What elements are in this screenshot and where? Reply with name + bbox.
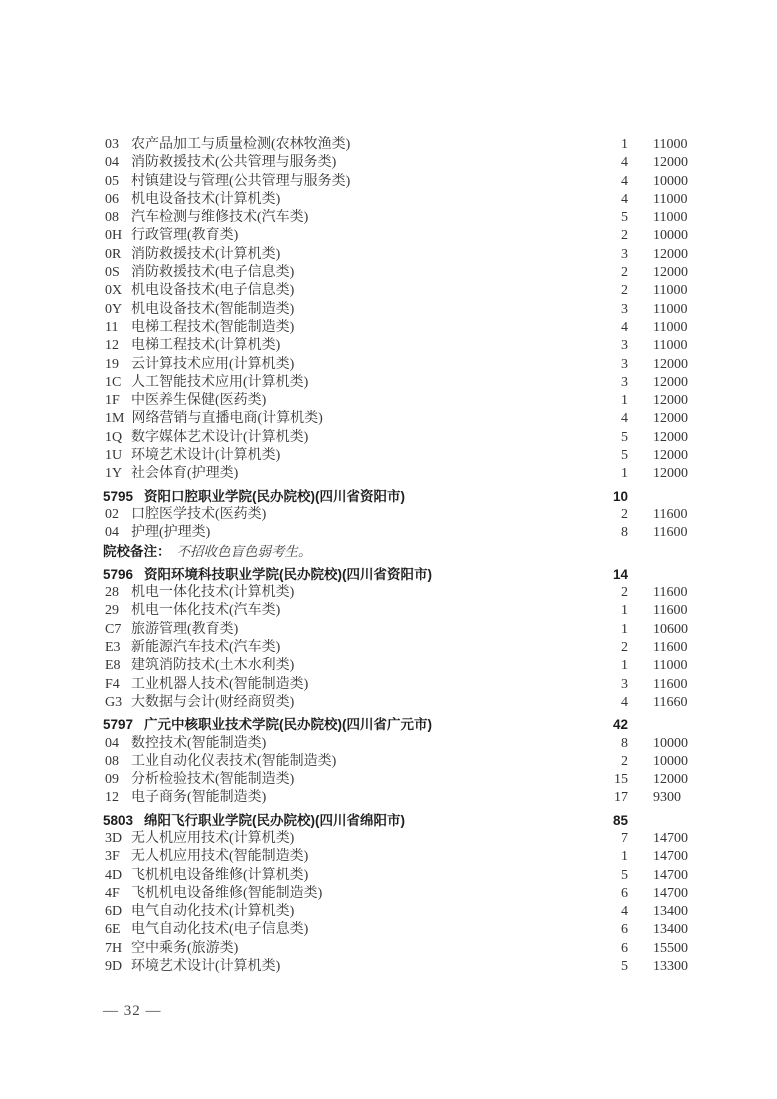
- program-row: [0, 173, 777, 191]
- program-name: 机电设备技术(电子信息类): [131, 283, 295, 299]
- program-code: 29: [105, 603, 119, 619]
- program-name-cell: [0, 136, 578, 154]
- program-row: [0, 639, 777, 657]
- program-row: [0, 584, 777, 602]
- program-row: [0, 524, 777, 542]
- program-row: [0, 465, 777, 483]
- institution-code: 5795: [103, 488, 134, 504]
- program-name-cell: [0, 921, 578, 939]
- program-name: 无人机应用技术(计算机类): [131, 830, 295, 846]
- program-plan-count: 2: [621, 506, 628, 522]
- program-code: 08: [105, 210, 119, 226]
- program-name: 新能源汽车技术(汽车类): [131, 640, 281, 656]
- program-name: 旅游管理(教育类): [131, 621, 239, 637]
- program-name: 电梯工程技术(智能制造类): [131, 319, 295, 335]
- program-name: 电梯工程技术(计算机类): [131, 338, 281, 354]
- program-row: [0, 301, 777, 319]
- program-name-cell: [0, 154, 578, 172]
- program-plan-count: 1: [621, 849, 628, 865]
- program-tuition-fee: 12000: [653, 374, 688, 390]
- institution-name: 绵阳飞行职业学院(民办院校)(四川省绵阳市): [144, 812, 405, 828]
- program-name-cell: [0, 735, 578, 753]
- program-plan-count: 3: [621, 301, 628, 317]
- program-row: [0, 429, 777, 447]
- program-plan-count: 3: [621, 338, 628, 354]
- institution-total-count: 10: [612, 488, 628, 504]
- page-number: — 32 —: [103, 1003, 162, 1019]
- program-code: 7H: [105, 940, 123, 956]
- program-name: 机电一体化技术(汽车类): [131, 603, 281, 619]
- program-name: 电子商务(智能制造类): [131, 790, 267, 806]
- institution-code: 5797: [103, 717, 134, 733]
- program-tuition-fee: 11000: [653, 137, 688, 152]
- program-name-cell: [0, 867, 578, 885]
- program-tuition-fee: 13400: [653, 904, 688, 920]
- program-plan-count: 3: [621, 374, 628, 390]
- program-row: [0, 885, 777, 903]
- program-plan-count: 8: [621, 525, 628, 541]
- program-row: [0, 940, 777, 958]
- program-name-cell: [0, 771, 578, 789]
- program-code: G3: [105, 694, 123, 710]
- institution-total-count: 14: [612, 566, 628, 582]
- institution-code: 5796: [103, 566, 134, 582]
- program-name: 云计算技术应用(计算机类): [131, 356, 295, 372]
- program-tuition-fee: 10600: [653, 621, 688, 637]
- program-name-cell: [0, 789, 578, 807]
- program-plan-count: 2: [621, 283, 628, 299]
- program-plan-count: 2: [621, 585, 628, 601]
- program-row: [0, 356, 777, 374]
- program-tuition-fee: 12000: [653, 411, 688, 427]
- program-plan-count: 1: [621, 137, 628, 152]
- program-tuition-fee: 11600: [653, 640, 688, 656]
- program-code: 12: [105, 790, 119, 806]
- program-tuition-fee: 12000: [653, 466, 688, 482]
- program-plan-count: 8: [621, 735, 628, 751]
- program-row: [0, 657, 777, 675]
- program-plan-count: 3: [621, 356, 628, 372]
- program-name-cell: [0, 301, 578, 319]
- program-tuition-fee: 11000: [653, 658, 688, 674]
- program-name: 农产品加工与质量检测(农林牧渔类): [131, 137, 351, 152]
- program-row: [0, 264, 777, 282]
- remark-row: [0, 543, 777, 562]
- program-name-cell: [0, 319, 578, 337]
- program-name-cell: [0, 282, 578, 300]
- program-code: E3: [105, 640, 121, 656]
- program-tuition-fee: 12000: [653, 265, 688, 281]
- program-plan-count: 4: [621, 904, 628, 920]
- program-plan-count: 5: [621, 429, 628, 445]
- program-tuition-fee: 11000: [653, 319, 688, 335]
- program-tuition-fee: 12000: [653, 155, 688, 171]
- program-row: [0, 676, 777, 694]
- program-code: 6E: [105, 922, 121, 938]
- program-tuition-fee: 12000: [653, 356, 688, 372]
- program-plan-count: 2: [621, 265, 628, 281]
- program-name-cell: [0, 227, 578, 245]
- program-plan-count: 1: [621, 466, 628, 482]
- institution-name: 资阳口腔职业学院(民办院校)(四川省资阳市): [144, 488, 405, 504]
- program-row: [0, 735, 777, 753]
- program-code: 1Y: [105, 466, 123, 482]
- program-name: 环境艺术设计(计算机类): [131, 959, 281, 975]
- program-tuition-fee: 11600: [653, 585, 688, 601]
- program-row: [0, 374, 777, 392]
- program-plan-count: 1: [621, 393, 628, 409]
- program-plan-count: 4: [621, 694, 628, 710]
- program-name-cell: [0, 639, 578, 657]
- institution-name-cell: [0, 812, 578, 830]
- program-name: 环境艺术设计(计算机类): [131, 448, 281, 464]
- program-tuition-fee: 12000: [653, 393, 688, 409]
- institution-name: 资阳环境科技职业学院(民办院校)(四川省资阳市): [144, 566, 432, 582]
- program-row: [0, 848, 777, 866]
- institution-row: [0, 488, 777, 506]
- program-row: [0, 319, 777, 337]
- program-tuition-fee: 14700: [653, 849, 688, 865]
- program-row: [0, 209, 777, 227]
- program-name: 消防救援技术(电子信息类): [131, 265, 295, 281]
- program-plan-count: 2: [621, 228, 628, 244]
- program-code: 0X: [105, 283, 123, 299]
- program-plan-count: 5: [621, 959, 628, 975]
- program-plan-count: 1: [621, 621, 628, 637]
- program-code: 3D: [105, 830, 123, 846]
- program-name-cell: [0, 602, 578, 620]
- program-name: 人工智能技术应用(计算机类): [131, 374, 309, 390]
- program-code: 1M: [105, 411, 125, 427]
- program-code: 08: [105, 753, 119, 769]
- program-code: F4: [105, 676, 120, 692]
- program-row: [0, 246, 777, 264]
- program-code: 19: [105, 356, 119, 372]
- program-row: [0, 410, 777, 428]
- program-row: [0, 506, 777, 524]
- program-code: 9D: [105, 959, 123, 975]
- program-plan-count: 6: [621, 940, 628, 956]
- program-name-cell: [0, 524, 578, 542]
- program-name-cell: [0, 506, 578, 524]
- program-tuition-fee: 13400: [653, 922, 688, 938]
- remark-text: 不招收色盲色弱考生。: [176, 543, 312, 559]
- institution-row: [0, 716, 777, 734]
- institution-name-cell: [0, 488, 578, 506]
- program-code: C7: [105, 621, 122, 637]
- remark-cell: [0, 543, 720, 562]
- program-code: 11: [105, 319, 119, 335]
- program-row: [0, 447, 777, 465]
- program-row: [0, 282, 777, 300]
- program-code: 04: [105, 735, 119, 751]
- program-name: 飞机机电设备维修(计算机类): [131, 867, 309, 883]
- program-code: 04: [105, 155, 119, 171]
- program-tuition-fee: 11000: [653, 301, 688, 317]
- program-name-cell: [0, 940, 578, 958]
- program-row: [0, 621, 777, 639]
- program-row: [0, 191, 777, 209]
- program-plan-count: 7: [621, 830, 628, 846]
- program-code: 28: [105, 585, 119, 601]
- program-code: 1U: [105, 448, 123, 464]
- program-name: 机电设备技术(智能制造类): [131, 301, 295, 317]
- program-tuition-fee: 11000: [653, 210, 688, 226]
- program-plan-count: 1: [621, 603, 628, 619]
- program-code: 4D: [105, 867, 123, 883]
- program-row: [0, 136, 777, 154]
- program-row: [0, 867, 777, 885]
- program-row: [0, 830, 777, 848]
- program-tuition-fee: 13300: [653, 959, 688, 975]
- program-tuition-fee: 10000: [653, 173, 688, 189]
- program-code: 4F: [105, 885, 120, 901]
- program-tuition-fee: 14700: [653, 885, 688, 901]
- program-name-cell: [0, 694, 578, 712]
- program-code: 04: [105, 525, 119, 541]
- program-name-cell: [0, 848, 578, 866]
- program-tuition-fee: 11600: [653, 525, 688, 541]
- program-name: 无人机应用技术(智能制造类): [131, 849, 309, 865]
- table-body: [0, 136, 777, 976]
- program-plan-count: 15: [614, 772, 628, 788]
- program-name: 网络营销与直播电商(计算机类): [131, 411, 323, 427]
- program-code: 05: [105, 173, 119, 189]
- program-tuition-fee: 11600: [653, 506, 688, 522]
- program-name-cell: [0, 264, 578, 282]
- program-code: 12: [105, 338, 119, 354]
- program-name-cell: [0, 337, 578, 355]
- program-code: 06: [105, 191, 119, 207]
- program-name: 数控技术(智能制造类): [131, 735, 267, 751]
- program-name: 消防救援技术(公共管理与服务类): [131, 155, 337, 171]
- program-tuition-fee: 12000: [653, 448, 688, 464]
- institution-total-count: 42: [612, 717, 628, 733]
- program-tuition-fee: 14700: [653, 867, 688, 883]
- program-name: 社会体育(护理类): [131, 466, 239, 482]
- program-plan-count: 4: [621, 319, 628, 335]
- program-name-cell: [0, 753, 578, 771]
- program-row: [0, 337, 777, 355]
- program-name-cell: [0, 584, 578, 602]
- program-plan-count: 4: [621, 411, 628, 427]
- program-plan-count: 4: [621, 155, 628, 171]
- institution-row: [0, 566, 777, 584]
- program-plan-count: 6: [621, 885, 628, 901]
- program-tuition-fee: 12000: [653, 772, 688, 788]
- program-name: 电气自动化技术(电子信息类): [131, 922, 309, 938]
- program-code: 02: [105, 506, 119, 522]
- program-name: 数字媒体艺术设计(计算机类): [131, 429, 309, 445]
- program-row: [0, 958, 777, 976]
- program-tuition-fee: 11600: [653, 603, 688, 619]
- program-code: 0S: [105, 265, 120, 281]
- program-tuition-fee: 9300: [653, 790, 681, 806]
- program-tuition-fee: 11660: [653, 694, 688, 710]
- program-name-cell: [0, 958, 578, 976]
- institution-name-cell: [0, 716, 578, 734]
- program-code: 6D: [105, 904, 123, 920]
- program-plan-count: 4: [621, 191, 628, 207]
- program-plan-count: 5: [621, 210, 628, 226]
- program-code: 0R: [105, 246, 122, 262]
- program-plan-count: 3: [621, 676, 628, 692]
- program-name: 中医养生保健(医药类): [131, 393, 267, 409]
- program-code: 1F: [105, 393, 120, 409]
- program-name: 口腔医学技术(医药类): [131, 506, 267, 522]
- program-tuition-fee: 11000: [653, 283, 688, 299]
- program-name-cell: [0, 676, 578, 694]
- program-code: 3F: [105, 849, 120, 865]
- program-name-cell: [0, 830, 578, 848]
- program-name-cell: [0, 191, 578, 209]
- program-row: [0, 694, 777, 712]
- program-name: 分析检验技术(智能制造类): [131, 772, 295, 788]
- program-name: 机电设备技术(计算机类): [131, 191, 281, 207]
- program-code: 0Y: [105, 301, 123, 317]
- program-name-cell: [0, 356, 578, 374]
- program-name-cell: [0, 621, 578, 639]
- program-name-cell: [0, 173, 578, 191]
- program-name: 电气自动化技术(计算机类): [131, 904, 295, 920]
- program-name-cell: [0, 410, 578, 428]
- program-name: 消防救援技术(计算机类): [131, 246, 281, 262]
- program-plan-count: 4: [621, 173, 628, 189]
- program-plan-count: 5: [621, 867, 628, 883]
- program-name: 机电一体化技术(计算机类): [131, 585, 295, 601]
- program-name: 汽车检测与维修技术(汽车类): [131, 210, 309, 226]
- program-tuition-fee: 10000: [653, 228, 688, 244]
- program-plan-count: 5: [621, 448, 628, 464]
- program-code: 0H: [105, 228, 123, 244]
- institution-name-cell: [0, 566, 578, 584]
- institution-code: 5803: [103, 812, 134, 828]
- program-name-cell: [0, 392, 578, 410]
- program-name-cell: [0, 374, 578, 392]
- program-tuition-fee: 11000: [653, 191, 688, 207]
- program-row: [0, 392, 777, 410]
- program-name: 村镇建设与管理(公共管理与服务类): [131, 173, 351, 189]
- program-name-cell: [0, 885, 578, 903]
- program-name-cell: [0, 429, 578, 447]
- institution-row: [0, 812, 777, 830]
- program-row: [0, 602, 777, 620]
- program-plan-count: 17: [614, 790, 628, 806]
- program-code: E8: [105, 658, 121, 674]
- program-code: 1Q: [105, 429, 123, 445]
- program-row: [0, 154, 777, 172]
- program-plan-count: 6: [621, 922, 628, 938]
- remark-label: 院校备注：: [103, 543, 171, 559]
- program-name-cell: [0, 246, 578, 264]
- program-row: [0, 227, 777, 245]
- program-tuition-fee: 11000: [653, 338, 688, 354]
- program-row: [0, 753, 777, 771]
- program-plan-count: 3: [621, 246, 628, 262]
- program-name-cell: [0, 447, 578, 465]
- program-row: [0, 903, 777, 921]
- program-name-cell: [0, 657, 578, 675]
- program-tuition-fee: 15500: [653, 940, 688, 956]
- program-tuition-fee: 11600: [653, 676, 688, 692]
- program-name-cell: [0, 209, 578, 227]
- institution-name: 广元中核职业技术学院(民办院校)(四川省广元市): [144, 717, 432, 733]
- program-plan-count: 1: [621, 658, 628, 674]
- program-row: [0, 771, 777, 789]
- program-tuition-fee: 12000: [653, 246, 688, 262]
- program-code: 09: [105, 772, 119, 788]
- program-code: 03: [105, 137, 119, 152]
- program-plan-count: 2: [621, 753, 628, 769]
- program-row: [0, 789, 777, 807]
- program-name: 空中乘务(旅游类): [131, 940, 239, 956]
- program-name: 行政管理(教育类): [131, 228, 239, 244]
- program-name-cell: [0, 465, 578, 483]
- program-tuition-fee: 10000: [653, 753, 688, 769]
- program-plan-count: 2: [621, 640, 628, 656]
- program-row: [0, 921, 777, 939]
- program-tuition-fee: 10000: [653, 735, 688, 751]
- program-name: 建筑消防技术(土木水利类): [131, 658, 295, 674]
- program-tuition-fee: 14700: [653, 830, 688, 846]
- program-name: 工业自动化仪表技术(智能制造类): [131, 753, 337, 769]
- program-name: 飞机机电设备维修(智能制造类): [131, 885, 323, 901]
- program-name: 护理(护理类): [131, 525, 211, 541]
- institution-total-count: 85: [612, 812, 628, 828]
- program-name: 大数据与会计(财经商贸类): [131, 694, 295, 710]
- program-tuition-fee: 12000: [653, 429, 688, 445]
- program-name-cell: [0, 903, 578, 921]
- program-code: 1C: [105, 374, 122, 390]
- program-name: 工业机器人技术(智能制造类): [131, 676, 309, 692]
